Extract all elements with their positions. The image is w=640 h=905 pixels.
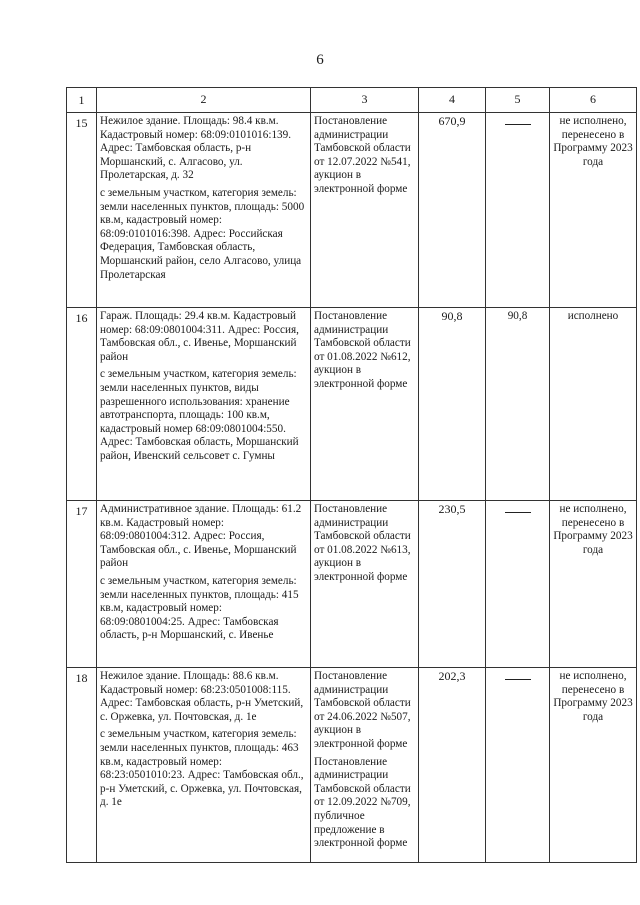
decision bbox=[311, 113, 419, 308]
col-header-1: 1 bbox=[67, 88, 97, 113]
value-col5 bbox=[486, 113, 550, 308]
object-land: с земельным участком, категория земель: земли населенных пунктов, виды разрешенного использования: хранение автотранспорта, площадь: 100 кв.м, кадастровый номер 68:09:0801004:550. Адрес: Тамбовская область, Моршанский район, Ивенский сельсовет с. Гумны bbox=[100, 368, 299, 462]
status: не исполнено, перенесено в Программу 2023 года bbox=[550, 113, 637, 308]
dash-mark bbox=[505, 679, 531, 680]
decision-text: Постановление администрации Тамбовской области от 01.08.2022 №613, аукцион в электронной форме bbox=[314, 503, 411, 583]
row-number: 15 bbox=[67, 113, 97, 308]
decision-text: Постановление администрации Тамбовской области от 12.09.2022 №709, публичное предложение в электронной форме bbox=[314, 755, 411, 850]
property-table bbox=[66, 87, 637, 863]
value-col5 bbox=[486, 668, 550, 863]
page-number: 6 bbox=[316, 52, 324, 68]
dash-mark bbox=[505, 512, 531, 513]
status: не исполнено, перенесено в Программу 2023 года bbox=[550, 668, 637, 863]
value-col4: 670,9 bbox=[419, 113, 486, 308]
decision bbox=[311, 668, 419, 863]
dash-mark bbox=[505, 124, 531, 125]
value-col5: 90,8 bbox=[486, 308, 550, 501]
object-description bbox=[97, 668, 311, 863]
row-number: 17 bbox=[67, 501, 97, 668]
col-header-4: 4 bbox=[419, 88, 486, 113]
object-building: Нежилое здание. Площадь: 98.4 кв.м. Кадастровый номер: 68:09:0101016:139. Адрес: Тамбовская область, р-н Моршанский, с. Алгасово, ул. Пролетарская, д. 32 bbox=[100, 115, 292, 182]
status: не исполнено, перенесено в Программу 2023 года bbox=[550, 501, 637, 668]
row-number: 16 bbox=[67, 308, 97, 501]
value-col4: 90,8 bbox=[419, 308, 486, 501]
object-description bbox=[97, 113, 311, 308]
table-row bbox=[67, 113, 637, 308]
object-land: с земельным участком, категория земель: земли населенных пунктов, площадь: 463 кв.м, кадастровый номер: 68:23:0501010:23. Адрес: Тамбовская обл., р-н Уметский, с. Оржевка, ул. Почтовская, д. 1е bbox=[100, 728, 304, 809]
col-header-6: 6 bbox=[550, 88, 637, 113]
row-number: 18 bbox=[67, 668, 97, 863]
status: исполнено bbox=[550, 308, 637, 501]
value-col4: 230,5 bbox=[419, 501, 486, 668]
table-row bbox=[67, 668, 637, 863]
col-header-2: 2 bbox=[97, 88, 311, 113]
table-row bbox=[67, 308, 637, 501]
decision bbox=[311, 501, 419, 668]
object-land: с земельным участком, категория земель: земли населенных пунктов, площадь: 5000 кв.м, кадастровый номер: 68:09:0101016:398. Адрес: Российская Федерация, Тамбовская область, Моршанский район, село Алгасово, улица Пролетарская bbox=[100, 186, 305, 281]
value-col4: 202,3 bbox=[419, 668, 486, 863]
value-col5 bbox=[486, 501, 550, 668]
object-building: Административное здание. Площадь: 61.2 кв.м. Кадастровый номер: 68:09:0801004:312. Адрес: Россия, Тамбовская обл., с. Ивенье, Моршанский район bbox=[100, 503, 302, 570]
object-description bbox=[97, 308, 311, 501]
object-description bbox=[97, 501, 311, 668]
decision-text: Постановление администрации Тамбовской области от 24.06.2022 №507, аукцион в электронной форме bbox=[314, 670, 411, 750]
header-row bbox=[67, 88, 637, 113]
object-building: Гараж. Площадь: 29.4 кв.м. Кадастровый номер: 68:09:0801004:311. Адрес: Россия, Тамбовская обл., с. Ивенье, Моршанский район bbox=[100, 310, 299, 363]
table-row bbox=[67, 501, 637, 668]
col-header-5: 5 bbox=[486, 88, 550, 113]
object-building: Нежилое здание. Площадь: 88.6 кв.м. Кадастровый номер: 68:23:0501008:115. Адрес: Тамбовская область, р-н Уметский, с. Оржевка, ул. Почтовская, д. 1е bbox=[100, 670, 304, 723]
decision-text: Постановление администрации Тамбовской области от 01.08.2022 №612, аукцион в электронной форме bbox=[314, 310, 411, 390]
object-land: с земельным участком, категория земель: земли населенных пунктов, площадь: 415 кв.м, кадастровый номер: 68:09:0801004:25. Адрес: Тамбовская область, р-н Моршанский, с. Ивенье bbox=[100, 574, 299, 642]
col-header-3: 3 bbox=[311, 88, 419, 113]
decision-text: Постановление администрации Тамбовской области от 12.07.2022 №541, аукцион в электронной форме bbox=[314, 115, 411, 195]
decision bbox=[311, 308, 419, 501]
